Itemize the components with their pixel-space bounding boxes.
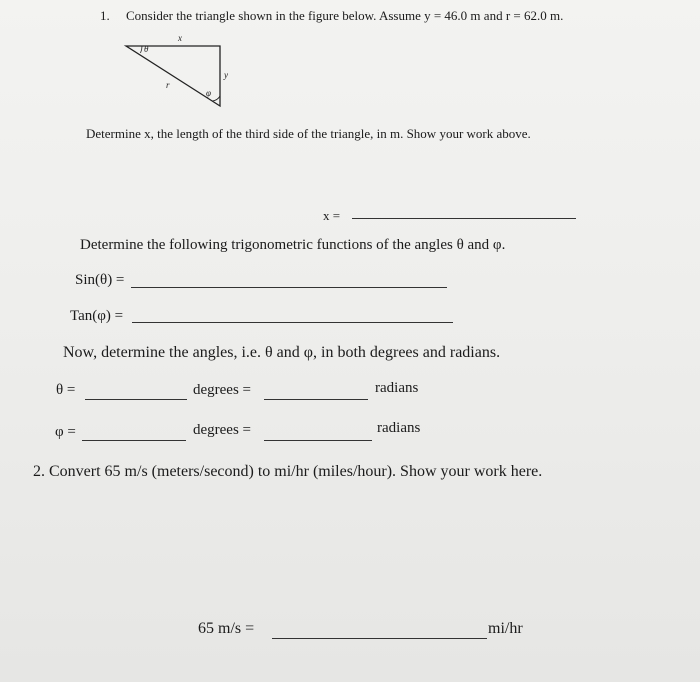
phi-label: φ = — [55, 424, 76, 440]
conversion-answer-blank[interactable] — [272, 638, 487, 639]
phi-degrees-blank[interactable] — [82, 440, 186, 441]
x-answer-label: x = — [323, 208, 341, 223]
label-r: r — [166, 80, 170, 90]
question-2-text: 2. Convert 65 m/s (meters/second) to mi/hr (miles/hour). Show your work here. — [33, 463, 543, 480]
label-x: x — [178, 33, 182, 43]
theta-label: θ = — [56, 382, 76, 398]
conversion-answer-label: 65 m/s = — [198, 620, 255, 637]
question-1-number: 1. — [100, 8, 110, 23]
label-y: y — [224, 70, 228, 80]
theta-degrees-label: degrees = — [193, 382, 252, 398]
question-1-intro: Consider the triangle shown in the figure below. Assume y = 46.0 m and r = 62.0 m. — [126, 8, 564, 23]
phi-arc — [212, 96, 220, 101]
trig-prompt: Determine the following trigonometric functions of the angles θ and φ. — [80, 237, 506, 253]
triangle-diagram — [120, 36, 230, 116]
phi-radians-blank[interactable] — [264, 440, 372, 441]
question-1-task: Determine x, the length of the third side of the triangle, in m. Show your work above. — [86, 126, 531, 141]
phi-degrees-label: degrees = — [193, 422, 252, 438]
angles-prompt: Now, determine the angles, i.e. θ and φ, in both degrees and radians. — [63, 344, 501, 361]
conversion-unit-label: mi/hr — [488, 620, 523, 637]
theta-degrees-blank[interactable] — [85, 399, 187, 400]
phi-radians-label: radians — [377, 420, 421, 436]
sin-theta-label: Sin(θ) = — [75, 272, 125, 288]
theta-radians-label: radians — [375, 380, 419, 396]
label-phi: φ — [206, 88, 211, 98]
x-answer-blank[interactable] — [352, 218, 576, 219]
label-theta: θ — [144, 44, 149, 54]
tan-phi-label: Tan(φ) = — [70, 308, 124, 324]
theta-radians-blank[interactable] — [264, 399, 368, 400]
tan-phi-blank[interactable] — [132, 322, 453, 323]
triangle-figure — [120, 33, 230, 116]
theta-arc — [141, 46, 143, 53]
sin-theta-blank[interactable] — [131, 287, 447, 288]
